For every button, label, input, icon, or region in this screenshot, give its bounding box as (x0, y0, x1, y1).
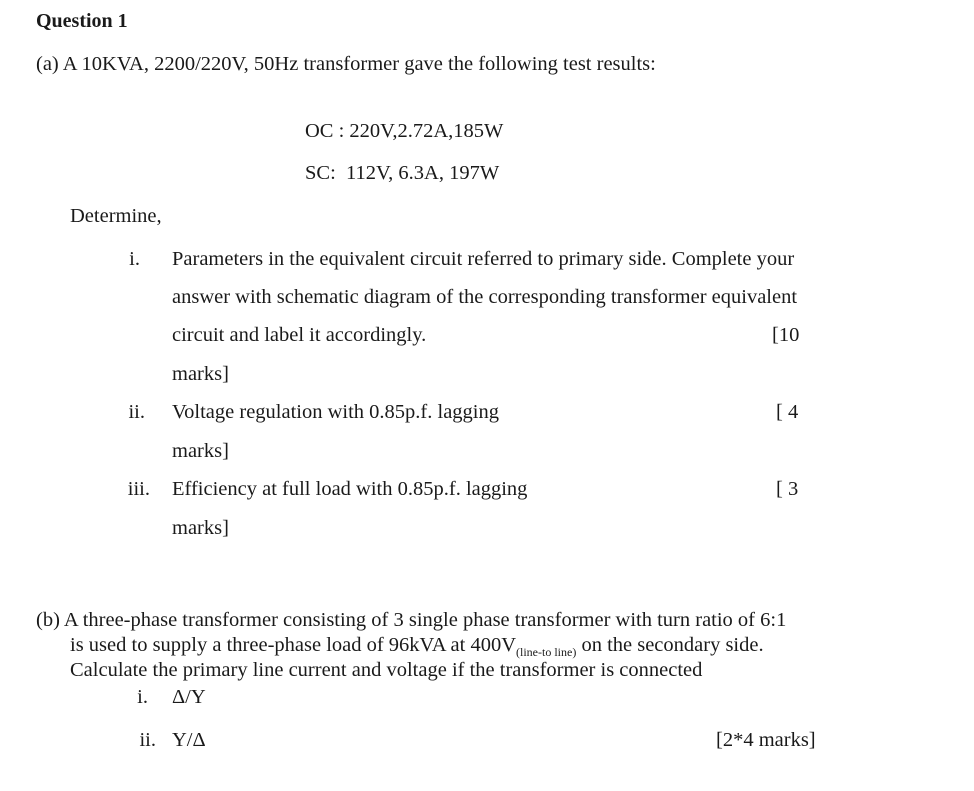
connection-delta-wye: Δ/Y (172, 686, 206, 708)
marks-label: [10 (772, 324, 800, 346)
oc-test-result: OC : 220V,2.72A,185W (305, 120, 504, 142)
item-text-line: Parameters in the equivalent circuit referred to primary side. Complete your (172, 248, 795, 270)
subscript-line-to-line: (line-to line) (516, 645, 577, 659)
item-numeral: i. (137, 686, 148, 708)
marks-label: marks] (172, 440, 229, 462)
item-text-line: answer with schematic diagram of the corresponding transformer equivalent (172, 286, 798, 308)
part-a-intro: (a) A 10KVA, 2200/220V, 50Hz transformer gave the following test results: (36, 53, 656, 75)
item-text-line: circuit and label it accordingly. (172, 324, 427, 346)
item-numeral: i. (129, 248, 140, 270)
sc-test-result: SC: 112V, 6.3A, 197W (305, 162, 500, 184)
part-b-line: Calculate the primary line current and voltage if the transformer is connected (70, 659, 703, 681)
marks-label: [ 4 (776, 401, 799, 423)
part-b-line: (b) A three-phase transformer consisting of 3 single phase transformer with turn ratio of 6:1 (36, 609, 787, 631)
connection-wye-delta: Y/Δ (172, 729, 206, 751)
marks-label: marks] (172, 517, 229, 539)
marks-label: marks] (172, 363, 229, 385)
part-b-line: is used to supply a three-phase load of 96kVA at $400V_{(line-to line)}$ on the secondary side. (70, 634, 764, 659)
question-title: Question 1 (36, 10, 128, 32)
marks-label: [2*4 marks] (716, 729, 816, 751)
item-numeral: iii. (127, 478, 150, 500)
item-text-line: Voltage regulation with 0.85p.f. lagging (172, 401, 499, 423)
determine-label: Determine, (70, 205, 162, 227)
item-numeral: ii. (139, 729, 156, 751)
item-text-line: Efficiency at full load with 0.85p.f. lagging (172, 478, 528, 500)
marks-label: [ 3 (776, 478, 799, 500)
item-numeral: ii. (128, 401, 145, 423)
